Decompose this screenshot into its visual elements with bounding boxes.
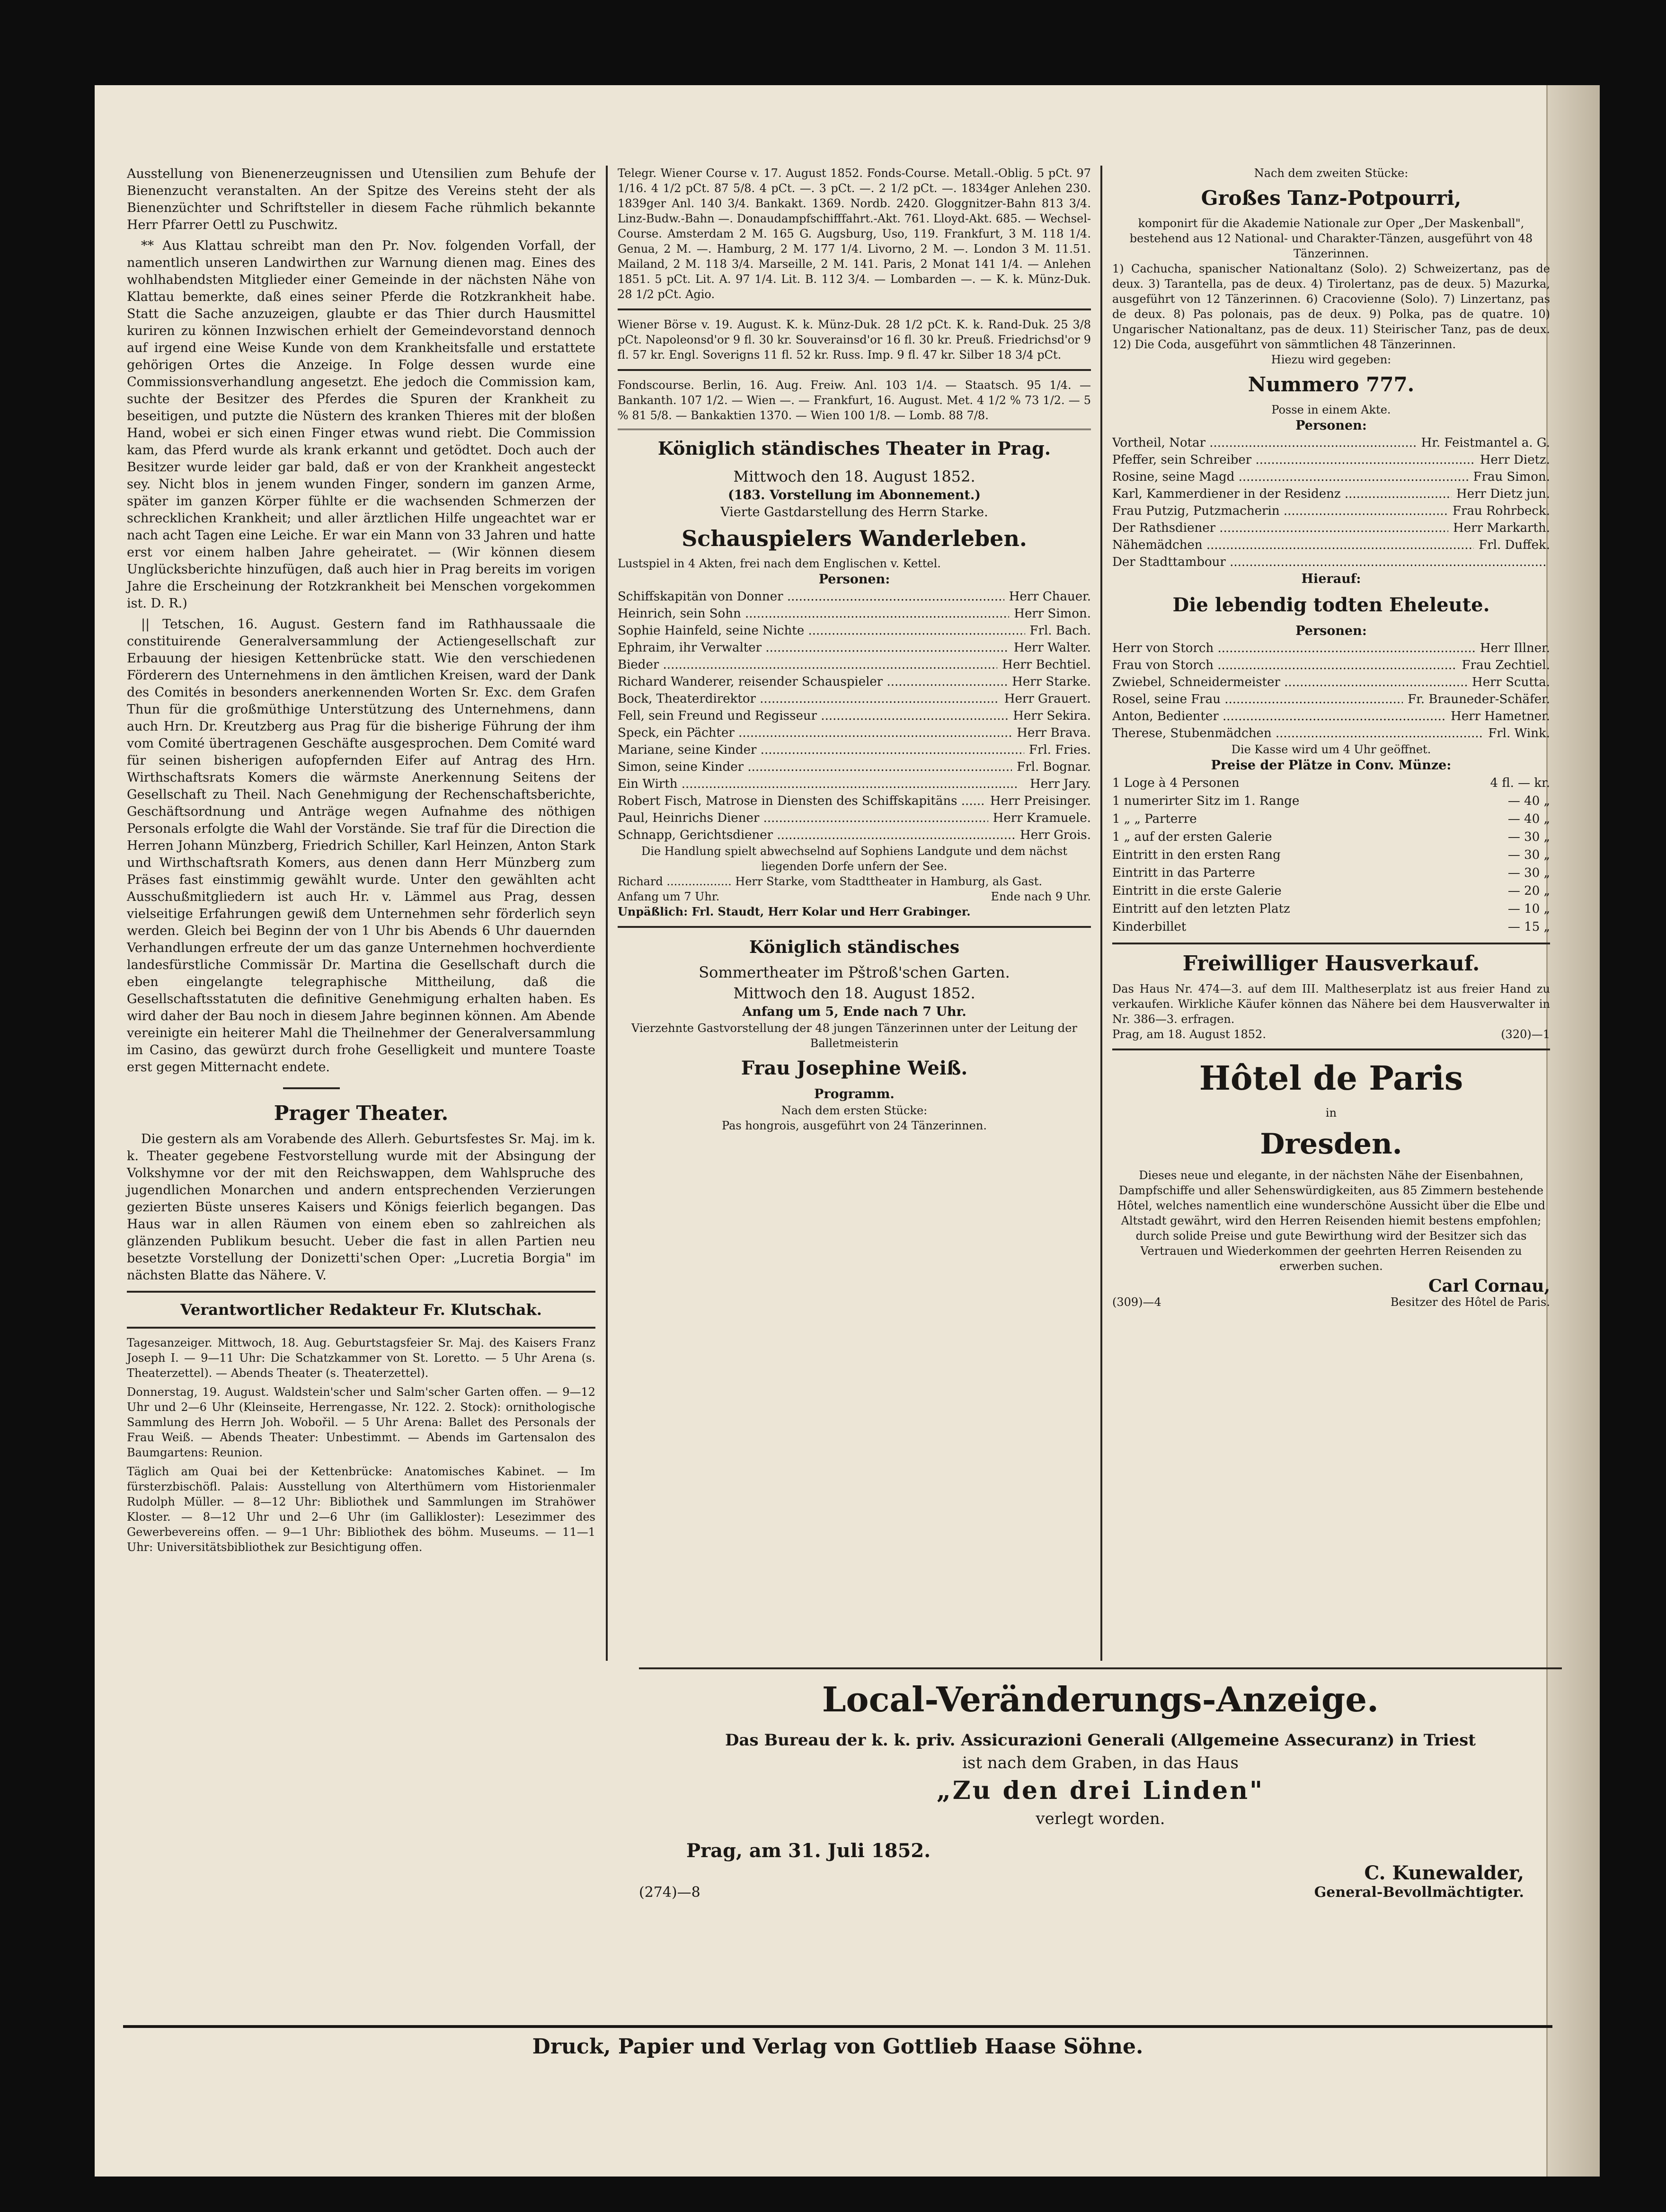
cast-row bbox=[618, 622, 1091, 639]
cast-row bbox=[618, 639, 1091, 656]
kasse: Die Kasse wird um 4 Uhr geöffnet. bbox=[1231, 743, 1431, 756]
row-value: Herr Bechtiel. bbox=[1002, 658, 1091, 672]
row-label: 1 Loge à 4 Personen bbox=[1112, 776, 1240, 790]
row-label: Richard Wanderer, reisender Schauspieler ..... bbox=[618, 673, 1007, 690]
play-desc: Lustspiel in 4 Akten, frei nach dem Englischen v. Kettel. bbox=[618, 557, 941, 570]
row-value: — 10 „ bbox=[1507, 902, 1550, 916]
row-value: Herr Dietz jun. bbox=[1456, 487, 1550, 501]
haus-footer bbox=[1112, 1027, 1550, 1042]
row-label: Schiffskapitän von Donner ..... bbox=[618, 588, 1004, 605]
hotel-owner2: Besitzer des Hôtel de Paris. bbox=[1390, 1295, 1550, 1309]
hotel-no: (309)—4 bbox=[1112, 1295, 1161, 1309]
row-label: Kinderbillet bbox=[1112, 920, 1187, 934]
divider bbox=[1112, 1049, 1550, 1050]
divider bbox=[127, 1291, 595, 1293]
advert-local-change bbox=[639, 1661, 1562, 1901]
cast-row bbox=[1112, 434, 1550, 451]
theater1-date: Mittwoch den 18. August 1852. bbox=[733, 467, 975, 485]
cast-row bbox=[618, 673, 1091, 690]
price-row bbox=[1112, 810, 1550, 828]
theater1-title: Königlich ständisches Theater in Prag. bbox=[657, 438, 1051, 459]
row-label: Frau Putzig, Putzmacherin ..... bbox=[1112, 502, 1448, 520]
cast-row bbox=[618, 793, 1091, 810]
column-rule bbox=[1100, 166, 1102, 1661]
editor-line: Verantwortlicher Redakteur Fr. Klutschak. bbox=[180, 1301, 542, 1319]
row-label: Schnapp, Gerichtsdiener ..... bbox=[618, 827, 1015, 844]
row-value: Frl. Duffek. bbox=[1479, 538, 1550, 552]
row-value: Frau Simon. bbox=[1473, 470, 1550, 484]
row-value: Fr. Brauneder-Schäfer. bbox=[1408, 692, 1550, 706]
row-label: Herr von Storch ..... bbox=[1112, 640, 1475, 657]
theater2-title: Königlich ständisches bbox=[749, 937, 960, 957]
cast-row bbox=[1112, 451, 1550, 468]
play-title: Schauspielers Wanderleben. bbox=[682, 526, 1027, 551]
divider bbox=[283, 1087, 340, 1089]
row-value: Herr Chauer. bbox=[1009, 590, 1091, 604]
row-value: Herr Jary. bbox=[1029, 777, 1091, 791]
prog1: Nach dem ersten Stücke: bbox=[781, 1104, 928, 1117]
cast-list bbox=[618, 588, 1091, 844]
divider bbox=[1112, 943, 1550, 944]
haus-no: (320)—1 bbox=[1501, 1028, 1550, 1041]
newspaper-page bbox=[95, 85, 1600, 2177]
row-label: Ephraim, ihr Verwalter ..... bbox=[618, 639, 1009, 656]
prog2: Pas hongrois, ausgeführt von 24 Tänzerinnen. bbox=[722, 1119, 987, 1132]
price-row bbox=[1112, 900, 1550, 918]
price-row bbox=[1112, 918, 1550, 936]
row-value: — 15 „ bbox=[1507, 920, 1550, 934]
cast-row bbox=[1112, 708, 1550, 725]
cast-row bbox=[1112, 691, 1550, 708]
row-label: Der Rathsdiener ..... bbox=[1112, 520, 1448, 537]
row-label: 1 „ „ Parterre bbox=[1112, 812, 1197, 826]
richard-line: Richard .................. Herr Starke, vom Stadttheater in Hamburg, als Gast. bbox=[618, 875, 1042, 888]
row-label: Heinrich, sein Sohn ..... bbox=[618, 605, 1009, 622]
row-label: 1 numerirter Sitz im 1. Range bbox=[1112, 794, 1300, 808]
preise-title: Preise der Plätze in Conv. Münze: bbox=[1211, 758, 1452, 773]
programm: Programm. bbox=[814, 1087, 895, 1102]
price-row bbox=[1112, 864, 1550, 882]
row-label: Mariane, seine Kinder ..... bbox=[618, 741, 1024, 758]
row-value bbox=[1545, 554, 1550, 571]
ende: Ende nach 9 Uhr. bbox=[991, 890, 1091, 903]
row-value: Herr Grauert. bbox=[1004, 692, 1091, 706]
divider bbox=[639, 1667, 1562, 1669]
row-value: Herr Illner. bbox=[1480, 641, 1550, 655]
hotel-city: Dresden. bbox=[1260, 1128, 1402, 1161]
cast-row bbox=[618, 605, 1091, 622]
cast-row bbox=[618, 758, 1091, 776]
row-value: Hr. Feistmantel a. G. bbox=[1421, 436, 1550, 450]
row-label: Fell, sein Freund und Regisseur ..... bbox=[618, 707, 1008, 724]
row-value: Frl. Fries. bbox=[1028, 743, 1091, 757]
cast-row bbox=[1112, 674, 1550, 691]
row-label: Simon, seine Kinder ..... bbox=[618, 758, 1012, 776]
theater2-time: Anfang um 5, Ende nach 7 Uhr. bbox=[742, 1005, 966, 1019]
column-left bbox=[127, 166, 595, 1559]
row-value: — 30 „ bbox=[1507, 866, 1550, 880]
potpourri-title: Großes Tanz-Potpourri, bbox=[1201, 186, 1462, 210]
cast-row bbox=[618, 776, 1091, 793]
row-value: — 40 „ bbox=[1507, 812, 1550, 826]
tagesanzeiger: Tagesanzeiger. Mittwoch, 18. Aug. Geburtstagsfeier Sr. Maj. des Kaisers Franz Joseph I. — 9—11 Uhr: Die Schatzkammer von St. Loretto. — 5 Uhr Arena (s. Theaterzettel). — Abends Theater (s. Theaterzettel). bbox=[127, 1336, 595, 1380]
column-middle bbox=[618, 166, 1091, 1133]
row-value: Herr Simon. bbox=[1014, 607, 1091, 621]
anfang: Anfang um 7 Uhr. bbox=[618, 890, 720, 903]
row-value: Herr Sekira. bbox=[1013, 709, 1091, 723]
play2-title: Die lebendig todten Eheleute. bbox=[1172, 594, 1490, 616]
cast-row bbox=[1112, 657, 1550, 674]
taeglich: Täglich am Quai bei der Kettenbrücke: Anatomisches Kabinet. — Im fürsterzbischöfl. Palais: Ausstellung von Alterthümern vom Historienmaler Rudolph Müller. — 8—12 Uhr: Bibliothek und Sammlungen im Strahöwer Kloster. — 8—12 Uhr und 2—6 Uhr (im Gallikloster): Lesezimmer des Gewerbevereins offen. — 9—1 Uhr: Bibliothek des böhm. Museums. — 11—1 Uhr: Universitätsbibliothek zur Besichtigung offen. bbox=[127, 1465, 595, 1554]
advert-date: Prag, am 31. Juli 1852. bbox=[686, 1840, 931, 1862]
haus-title: Freiwilliger Hausverkauf. bbox=[1182, 952, 1480, 976]
row-label: Therese, Stubenmädchen ..... bbox=[1112, 725, 1483, 742]
hotel-footer bbox=[1112, 1295, 1550, 1310]
row-label: Robert Fisch, Matrose in Diensten des Schiffskapitäns ..... bbox=[618, 793, 985, 810]
bourse-fonds: Fondscourse. Berlin, 16. Aug. Freiw. Anl. 103 1/4. — Staatsch. 95 1/4. — Bankanth. 107 1/2. — Wien —. — Frankfurt, 16. August. Met. 4 1/2 % 73 1/2. — 5 % 81 5/8. — Bankaktien 1370. — Wien 100 1/8. — Lomb. 88 7/8. bbox=[618, 379, 1091, 422]
theater2-guest: Vierzehnte Gastvorstellung der 48 jungen Tänzerinnen unter der Leitung der Balletmeisterin bbox=[631, 1022, 1077, 1050]
hotel-title: Hôtel de Paris bbox=[1199, 1058, 1463, 1098]
row-label: Rosine, seine Magd ..... bbox=[1112, 468, 1469, 485]
row-value: Herr Starke. bbox=[1012, 675, 1091, 689]
play-note: Die Handlung spielt abwechselnd auf Sophiens Landgute und dem nächst liegenden Dorfe unfern der See. bbox=[641, 845, 1067, 873]
advert-sign: C. Kunewalder, bbox=[1364, 1862, 1524, 1884]
row-value: Herr Grois. bbox=[1020, 828, 1091, 842]
row-value: Frl. Wink. bbox=[1488, 726, 1550, 740]
row-label: Frau von Storch ..... bbox=[1112, 657, 1457, 674]
price-row bbox=[1112, 846, 1550, 864]
cast-row bbox=[618, 707, 1091, 724]
theater1-sub: (183. Vorstellung im Abonnement.) bbox=[727, 488, 981, 502]
divider bbox=[618, 369, 1091, 371]
col3-top: Nach dem zweiten Stücke: bbox=[1254, 167, 1409, 180]
divider bbox=[618, 926, 1091, 928]
time-row bbox=[618, 889, 1091, 904]
cast-row bbox=[1112, 520, 1550, 537]
cast-row bbox=[1112, 468, 1550, 485]
article-tetschen: || Tetschen, 16. August. Gestern fand im Rathhaussaale die constituirende Generalversammlung der Actiengesellschaft zur Erbauung der hiesigen Kettenbrücke statt. Wie den verschiedenen Förderern des Unternehmens in den ämtlichen Kreisen, ward der Dank des Comités in besonders anerkennenden Worten Sr. Exc. dem Grafen Thun für die großmüthige Unterstützung des Unternehmens, dann auch Hrn. Dr. Kreutzberg aus Prag für die bisherige Führung der ihm vom Comité übertragenen Geschäfte ausgesprochen. Dem Comité ward für seinen bisherigen aufopfernden Eifer auf Antrag des Hrn. Wirthschaftsrats Komers die wärmste Anerkennung Seitens der Gesellschaft zu Theil. Nach Genehmigung der Rechenschaftsberichte, Geschäftsordnung und Anträge wegen Aufnahme des nöthigen Personals erfolgte die Wahl der Vorstände. Sie traf für die Direction die Herren Johann Münzberg, Friedrich Schiller, Karl Heinzen, Anton Stark und Wirthschaftsrath Komers, aus denen dann Herr Münzberg zum Präses fast einstimmig gewählt wurde. Unter den gewählten acht Ausschußmitgliedern ist auch Hr. v. Lämmel aus Prag, dessen vielseitige Erfahrungen gewiß dem Unternehmen sehr förderlich seyn werden. Gleich bei Beginn der von 1 Uhr bis Abends 6 Uhr dauernden Verhandlungen erfreute der um das ganze Unternehmen hochverdiente landesfürstliche Commissär Dr. Martina die Gesellschaft durch die eben eingelangte telegraphische Mittheilung, daß die Gesellschaftsstatuten die definitive Genehmigung erhalten haben. Es wird daher der Bau noch in diesem Jahre beginnen können. Am Abende vereinigte ein heiterer Mahl die Theilnehmer der Generalversammlung im Casino, das gewürzt durch frohe Geselligkeit und muntere Toaste erst gegen Mitternacht endete. bbox=[127, 617, 595, 1075]
advert-footer bbox=[639, 1884, 1562, 1901]
cast-row bbox=[618, 827, 1091, 844]
price-row bbox=[1112, 828, 1550, 846]
divider bbox=[618, 308, 1091, 310]
row-label: Sophie Hainfeld, seine Nichte ..... bbox=[618, 622, 1025, 639]
row-value: Frau Rohrbeck. bbox=[1453, 504, 1550, 518]
hierauf: Hierauf: bbox=[1301, 572, 1361, 586]
cast-row bbox=[618, 588, 1091, 605]
row-label: Speck, ein Pächter ..... bbox=[618, 724, 1012, 741]
row-value: Frl. Bognar. bbox=[1017, 760, 1091, 774]
cast-row bbox=[1112, 502, 1550, 520]
row-label: Karl, Kammerdiener in der Residenz ..... bbox=[1112, 485, 1452, 502]
price-row bbox=[1112, 792, 1550, 810]
row-value: Frl. Bach. bbox=[1029, 624, 1091, 638]
row-label: Pfeffer, sein Schreiber ..... bbox=[1112, 451, 1475, 468]
theater2-name: Frau Josephine Weiß. bbox=[741, 1057, 968, 1079]
prager-theater-title: Prager Theater. bbox=[274, 1102, 449, 1125]
row-value: Herr Brava. bbox=[1017, 726, 1091, 740]
cast-row bbox=[618, 810, 1091, 827]
theater1-guest: Vierte Gastdarstellung des Herrn Starke. bbox=[720, 505, 988, 520]
footer-rule bbox=[123, 2025, 1552, 2028]
row-label: Ein Wirth ..... bbox=[618, 776, 1025, 793]
advert-sign2: General-Bevollmächtigter. bbox=[1314, 1884, 1524, 1901]
row-label: Paul, Heinrichs Diener ..... bbox=[618, 810, 988, 827]
nummer-title: Nummero 777. bbox=[1248, 373, 1415, 396]
imprint: Druck, Papier und Verlag von Gottlieb Haase Söhne. bbox=[532, 2035, 1143, 2059]
row-value: Herr Walter. bbox=[1013, 641, 1091, 655]
bourse-vienna-telegraph: Telegr. Wiener Course v. 17. August 1852. Fonds-Course. Metall.-Oblig. 5 pCt. 97 1/16. 4 1/2 pCt. 87 5/8. 4 pCt. —. 3 pCt. —. 2 1/2 pCt. —. 1834ger Anlehen 230. 1839ger Anl. 140 3/4. Bankakt. 1369. Nordb. 2420. Gloggnitzer-Bahn 813 3/4. Linz-Budw.-Bahn —. Donaudampfschifffahrt.-Akt. 761. Lloyd-Akt. 685. — Wechsel-Course. Amsterdam 2 M. 165 G. Augsburg, Uso, 119. Frankfurt, 3 M. 118 1/4. Genua, 2 M. —. Hamburg, 2 M. 177 1/4. Livorno, 2 M. —. London 3 M. 11.51. Mailand, 2 M. 118 3/4. Marseille, 2 M. 141. Paris, 2 Monat 141 1/4. — Anlehen 1851. 5 pCt. Lit. A. 97 1/4. Lit. B. 112 3/4. — Lombarden —. — K. k. Münz-Duk. 28 1/2 pCt. Agio. bbox=[618, 167, 1091, 301]
row-value: Herr Kramuele. bbox=[993, 811, 1091, 825]
column-rule bbox=[606, 166, 608, 1661]
haus-text: Das Haus Nr. 474—3. auf dem III. Maltheserplatz ist aus freier Hand zu verkaufen. Wirkliche Käufer können das Nähere bei dem Hausverwalter in Nr. 386—3. erfragen. bbox=[1112, 982, 1550, 1026]
cast-row bbox=[1112, 554, 1550, 571]
potpourri-desc: komponirt für die Akademie Nationale zur Oper „Der Maskenball", bestehend aus 12 National- und Charakter-Tänzen, ausgeführt von 48 Tänzerinnen. bbox=[1129, 217, 1533, 260]
row-label: Eintritt in die erste Galerie bbox=[1112, 884, 1282, 898]
row-value: Herr Hametner. bbox=[1451, 709, 1550, 723]
bourse-vienna: Wiener Börse v. 19. August. K. k. Münz-Duk. 28 1/2 pCt. K. k. Rand-Duk. 25 3/8 pCt. Napoleonsd'or 9 fl. 30 kr. Souverainsd'or 16 fl. 30 kr. Preuß. Friedrichsd'or 9 fl. 57 kr. Engl. Soverigns 11 fl. 52 kr. Russ. Imp. 9 fl. 47 kr. Silber 18 3/4 pCt. bbox=[618, 318, 1091, 361]
article-klattau: ** Aus Klattau schreibt man den Pr. Nov. folgenden Vorfall, der namentlich unseren Landwirthen zur Warnung dienen mag. Eines des wohlhabendsten Mitglieder einer Gemeinde in der nächsten Nähe von Klattau bemerkte, daß eines seiner Pferde die Rotzkrankheit habe. Statt die Sache anzuzeigen, glaubte er das Thier durch Hausmittel kuriren zu können Inzwischen erhielt der Gemeindevorstand dennoch auf irgend eine Weise Kunde von dem Krankheitsfalle und erstattete gehörigen Ortes die Anzeige. In Folge dessen wurde eine Commissionsverhandlung angesetzt. Ehe jedoch die Commission kam, suchte der Besitzer des Pferdes die Spuren der Krankheit zu beseitigen, und putzte die Nüstern des kranken Thieres mit der bloßen Hand, wobei er sich einen Finger etwas wund riebt. Die Commission kam, das Pferd wurde als krank erkannt und getödtet. Doch auch der Besitzer wurde leider gar bald, daß er von der Krankheit angesteckt sey. Nicht blos in jenem wunden Finger, sondern im ganzen Arme, später im ganzen Körper fühlte er die wachsenden Schmerzen der schrecklichen Krankheit; und aller ärztlichen Hilfe ungeachtet war er nach acht Tagen eine Leiche. Er war ein Mann von 33 Jahren und hatte erst vor einem halben Jahre geheiratet. — (Wir können diesem Unglücksberichte hinzufügen, daß auch hier in Prag bereits im vorigen Jahre die Erscheinung der Rotzkrankheit bei Menschen vorgekommen ist. D. R.) bbox=[127, 238, 595, 611]
row-label: Anton, Bedienter ..... bbox=[1112, 708, 1446, 725]
row-label: Eintritt auf den letzten Platz bbox=[1112, 902, 1290, 916]
advert-no: (274)—8 bbox=[639, 1884, 700, 1901]
posse: Posse in einem Akte. bbox=[1271, 403, 1391, 416]
haus-date: Prag, am 18. August 1852. bbox=[1112, 1028, 1266, 1041]
advert-l4: verlegt worden. bbox=[1036, 1809, 1165, 1828]
row-label: Bieder ..... bbox=[618, 656, 997, 673]
advert-l2: ist nach dem Graben, in das Haus bbox=[962, 1754, 1239, 1772]
article-theater: Die gestern als am Vorabende des Allerh. Geburtsfestes Sr. Maj. im k. k. Theater gegebene Festvorstellung wurde mit der Absingung der Volkshymne vor der mit den Reichswappen, dem Wahlspruche des jugendlichen Monarchen und andern entsprechenden Verzierungen gezierten Büste unseres Kaisers und Königs feierlich begangen. Das Haus war in allen Räumen von einem eben so zahlreichen als glänzenden Publikum besucht. Ueber die fast in allen Partien neu besetzte Vorstellung der Donizetti'schen Oper: „Lucretia Borgia" im nächsten Blatte das Nähere. V. bbox=[127, 1132, 595, 1283]
unpass: Unpäßlich: Frl. Staudt, Herr Kolar und Herr Grabinger. bbox=[618, 905, 971, 918]
cast-list-eheleute bbox=[1112, 640, 1550, 742]
row-label: Vortheil, Notar ..... bbox=[1112, 434, 1417, 451]
advert-l3: „Zu den drei Linden" bbox=[936, 1776, 1265, 1805]
article-bees: Ausstellung von Bienenerzeugnissen und Utensilien zum Behufe der Bienenzucht veranstalten. An der Spitze des Vereins steht der als Bienenzüchter und Schriftsteller in diesem Fache rühmlich bekannte Herr Pfarrer Oettl zu Puschwitz. bbox=[127, 167, 595, 232]
row-value: Herr Dietz. bbox=[1480, 453, 1550, 467]
row-value: — 20 „ bbox=[1507, 884, 1550, 898]
hotel-owner: Carl Cornau, bbox=[1428, 1276, 1550, 1296]
row-value: — 40 „ bbox=[1507, 794, 1550, 808]
cast-row bbox=[618, 690, 1091, 707]
row-value: 4 fl. — kr. bbox=[1490, 776, 1550, 790]
row-value: Herr Markarth. bbox=[1453, 521, 1550, 535]
row-label: 1 „ auf der ersten Galerie bbox=[1112, 830, 1272, 844]
theater2-date: Mittwoch den 18. August 1852. bbox=[733, 984, 975, 1002]
row-value: Herr Preisinger. bbox=[990, 794, 1091, 808]
personen-label: Personen: bbox=[1295, 418, 1367, 433]
cast-row bbox=[1112, 640, 1550, 657]
row-value: Frau Zechtiel. bbox=[1462, 658, 1550, 672]
cast-row bbox=[618, 741, 1091, 758]
cast-row bbox=[1112, 485, 1550, 502]
hiezu: Hiezu wird gegeben: bbox=[1271, 353, 1391, 366]
advert-title: Local-Veränderungs-Anzeige. bbox=[822, 1679, 1379, 1719]
donnerstag: Donnerstag, 19. August. Waldstein'scher und Salm'scher Garten offen. — 9—12 Uhr und 2—6 Uhr (Kleinseite, Herrengasse, Nr. 122. 2. Stock): ornithologische Sammlung des Herrn Joh. Wobořil. — 5 Uhr Arena: Ballet des Personals der Frau Weiß. — Abends Theater: Unbestimmt. — Abends im Gartensalon des Baumgartens: Reunion. bbox=[127, 1385, 595, 1459]
theater2-sub: Sommertheater im Pštroß'schen Garten. bbox=[699, 963, 1010, 981]
row-value: Herr Scutta. bbox=[1472, 675, 1550, 689]
advert-l1: Das Bureau der k. k. priv. Assicurazioni Generali (Allgemeine Assecuranz) in Triest bbox=[725, 1731, 1476, 1750]
row-value: — 30 „ bbox=[1507, 848, 1550, 862]
divider bbox=[127, 1327, 595, 1329]
price-list bbox=[1112, 774, 1550, 936]
row-label: Zwiebel, Schneidermeister ..... bbox=[1112, 674, 1467, 691]
row-label: Der Stadttambour ..... bbox=[1112, 554, 1545, 571]
cast-row bbox=[618, 724, 1091, 741]
divider bbox=[618, 429, 1091, 430]
cast-list-nummer bbox=[1112, 434, 1550, 571]
dances: 1) Cachucha, spanischer Nationaltanz (Solo). 2) Schweizertanz, pas de deux. 3) Tarantella, pas de deux. 4) Tirolertanz, pas de deux. 5) Mazurka, ausgeführt von 12 Tänzerinnen. 6) Cracovienne (Solo). 7) Linzertanz, pas de deux. 8) Pas polonais, pas de deux. 9) Polka, pas de quatre. 10) Ungarischer Nationaltanz, pas de deux. 11) Steirischer Tanz, pas de deux. 12) Die Coda, ausgeführt von sämmtlichen 48 Tänzerinnen. bbox=[1112, 262, 1550, 351]
hotel-text: Dieses neue und elegante, in der nächsten Nähe der Eisenbahnen, Dampfschiffe und aller Sehenswürdigkeiten, aus 85 Zimmern bestehende Hôtel, welches namentlich eine wunderschöne Aussicht über die Elbe und Altstadt gewährt, wird den Herren Reisenden hiemit bestens empfohlen; durch solide Preise und gute Bewirthung wird der Besitzer sich das Vertrauen und Wiederkommen der geehrten Herren Reisenden zu erwerben suchen. bbox=[1117, 1169, 1545, 1273]
cast-row bbox=[1112, 725, 1550, 742]
column-right bbox=[1112, 166, 1550, 1310]
personen-label: Personen: bbox=[818, 572, 890, 587]
cast-row bbox=[618, 656, 1091, 673]
price-row bbox=[1112, 882, 1550, 900]
row-label: Eintritt in den ersten Rang bbox=[1112, 848, 1281, 862]
row-label: Eintritt in das Parterre bbox=[1112, 866, 1255, 880]
row-label: Nähemädchen ..... bbox=[1112, 537, 1474, 554]
hotel-in: in bbox=[1325, 1106, 1337, 1119]
personen2-label: Personen: bbox=[1295, 624, 1367, 638]
row-label: Rosel, seine Frau ..... bbox=[1112, 691, 1403, 708]
row-label: Bock, Theaterdirektor ..... bbox=[618, 690, 1000, 707]
row-value: — 30 „ bbox=[1507, 830, 1550, 844]
price-row bbox=[1112, 774, 1550, 792]
cast-row bbox=[1112, 537, 1550, 554]
